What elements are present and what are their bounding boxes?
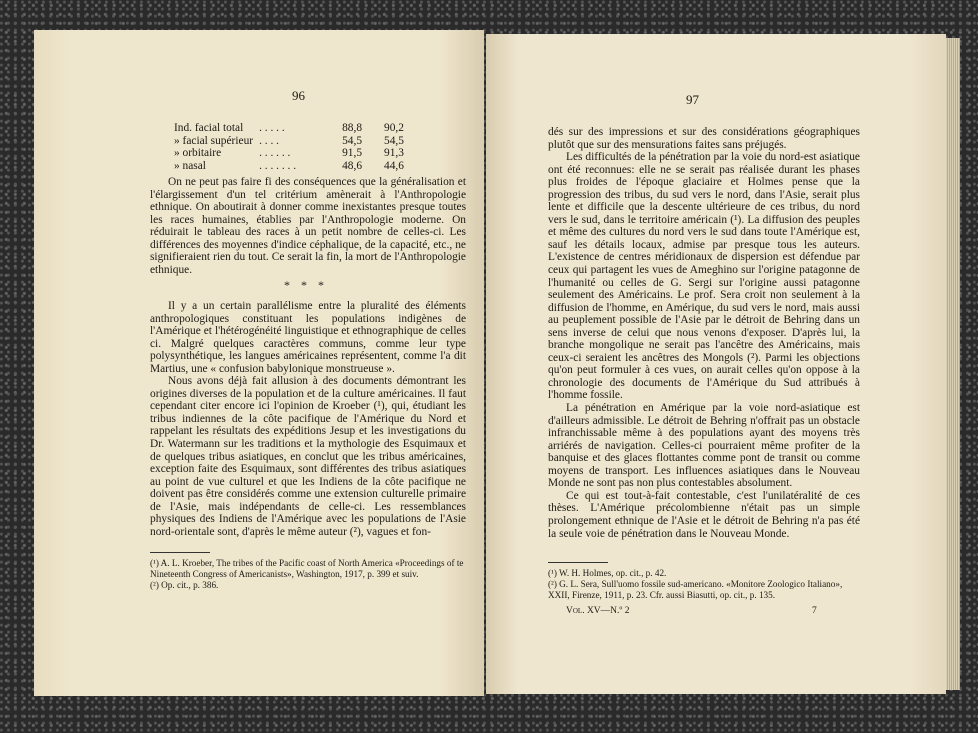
right-body-text: dés sur des impressions et sur des considérations géographiques plutôt que sur des mensurations faites sans préjugés. Les difficultés de la pénétration par la voie du nord-est asiatique ont été reconnues: elle ne se serait pas réalisée durant les phases plus froides de l'époque glaciaire et Holmes pense que la progression des tribus, du sud vers le nord, dans l'Asie, serait plus lente et difficile que la descente ultérieure de ces tribus, du nord vers le sud, dans le territoire américain (¹). La diffusion des peuples et même des cultures du nord vers le sud dans toute l'Amérique est, sauf les détails locaux, admise par presque tous les auteurs. L'existence de centres méridionaux de dispersion est défendue par ceux qui partagent les vues de Ameghino sur l'origine patagonne de l'humanité ou celles de G. Sergi sur l'origine aussi patagonne seulement des Américains. Le prof. Sera croit non seulement à la diffusion de l'homme, en Amérique, du sud vers le nord, mais aussi au peuplement possible de l'Asie par le détroit de Behring dans un sens inverse de celui que nous venons d'exposer. D'après lui, la branche mongolique ne serait pas l'ancêtre des Américains, mais ceux-ci seraient les ancêtres des Mongols (²). Parmi les objections qu'on peut formuler à ces vues, on aurait celles qu'on oppose à la chronologie des documents de l'Amérique du Sud attribués à l'homme fossile. La pénétration en Amérique par la voie nord-asiatique est d'ailleurs admissible. Le détroit de Behring n'offrait pas un obstacle infranchissable même à des populations ayant des moyens très arriérés de navigation. Celles-ci pourraient même profiter de la banquise et des glaces flottantes comme pont de transit ou comme moyens de transport. Les influences asiatiques dans le Nouveau Monde ne sont pas non plus contestables absolument. Ce qui est tout-à-fait contestable, c'est l'unilatéralité de ces thèses. L'Amérique précolombienne n'était pas un simple prolongement ethnique de l'Asie et le détroit de Behring n'a pas été la seule voie de pénétration dans le Nouveau Monde. [548, 126, 860, 540]
index-dots: . . . . . [259, 122, 285, 134]
index-dots: . . . . . . . [259, 159, 297, 172]
index-value-2: 91,3 [384, 147, 404, 160]
index-dots: . . . . [259, 134, 279, 147]
left-page [34, 30, 484, 696]
footnotes: (¹) A. L. Kroeber, The tribes of the Pacific coast of North America «Proceedings of te Nineteenth Congress of Americanists», Washington, 1917, p. 399 et suiv. (²) Op. cit., p. 386. [150, 558, 464, 590]
index-value-1: 48,6 [342, 159, 363, 172]
index-label: » orbitaire [174, 147, 222, 160]
index-value-2: 54,5 [384, 134, 404, 147]
index-value-2: 44,6 [384, 159, 404, 172]
signature-number: 7 [812, 606, 817, 616]
footnote-rule [150, 552, 210, 553]
right-page [486, 34, 946, 694]
footnote-rule [548, 562, 608, 563]
footnotes: (¹) W. H. Holmes, op. cit., p. 42. (²) G. L. Sera, Sull'uomo fossile sud-americano. «Monitore Zoologico Italiano», XXII, Firenze, 1911, p. 23. Cfr. aussi Biasutti, op. cit., p. 135. [548, 568, 843, 600]
index-label: Ind. facial total [174, 122, 244, 134]
index-dots: . . . . . . [259, 147, 291, 160]
page-number: 97 [686, 92, 699, 107]
index-table [174, 122, 404, 172]
index-value-1: 88,8 [342, 122, 363, 134]
paragraph-2: Il y a un certain parallélisme entre la pluralité des éléments anthropologiques constituant les populations indigènes de l'Amérique et l'hétérogénéité linguistique et ethnographique de celles ci. Malgré quelques caractères communs, comme leur type polysynthétique, les langues américaines représentent, comme l'a dit Martius, une « confusion babylonique monstrueuse ». Nous avons déjà fait allusion à des documents démontrant les origines diverses de la population et de la culture américaines. Il faut cependant citer encore ici l'opinion de Kroeber (¹), qui, étudiant les tribus indiennes de la côte pacifique de l'Amérique du Nord et rappelant les résultats des expéditions Jesup et les investigations du Dr. Watermann sur les traditions et la mythologie des Esquimaux et de quelques tribus asiatiques, en conclut que les tribus américaines, exception faite des Esquimaux, sont différentes des tribus asiatiques au point de vue culturel et que les Indiens de la côte pacifique ne doivent pas être considérés comme une extension culturelle primaire de l'Asie, mais indépendants de celle-ci. Les ressemblances physiques des Indiens de l'Amérique avec les populations de l'Asie nord-orientale sont, d'après le même auteur (²), vagues et fon- [150, 300, 466, 538]
index-row [174, 135, 404, 148]
signature-mark: Vol. XV—N.º 2 [566, 606, 630, 616]
index-label: » nasal [174, 159, 206, 172]
paragraph-1: On ne peut pas faire fi des conséquences que la généralisation et l'élargissement d'un tel critérium amènerait à l'Anthropologie ethnique. On aboutirait à donner comme inexistantes presque toutes les races humaines, établies par l'Anthropologie moderne. On réduirait le tableau des races à un petit nombre de celles-ci. Les différences des moyennes d'indice céphalique, de la capacité, etc., ne signifieraient rien du tout. Ce serait la fin, la mort de l'Anthropologie ethnique. [150, 176, 466, 276]
page-edges [946, 38, 960, 690]
index-value-1: 54,5 [342, 134, 363, 147]
index-value-1: 91,5 [342, 147, 363, 160]
index-value-2: 90,2 [384, 122, 404, 134]
section-break: * * * [284, 278, 328, 292]
index-row [174, 147, 404, 160]
index-row [174, 122, 404, 135]
index-label: » facial supérieur [174, 134, 254, 147]
page-number: 96 [292, 88, 305, 103]
index-row [174, 160, 404, 173]
